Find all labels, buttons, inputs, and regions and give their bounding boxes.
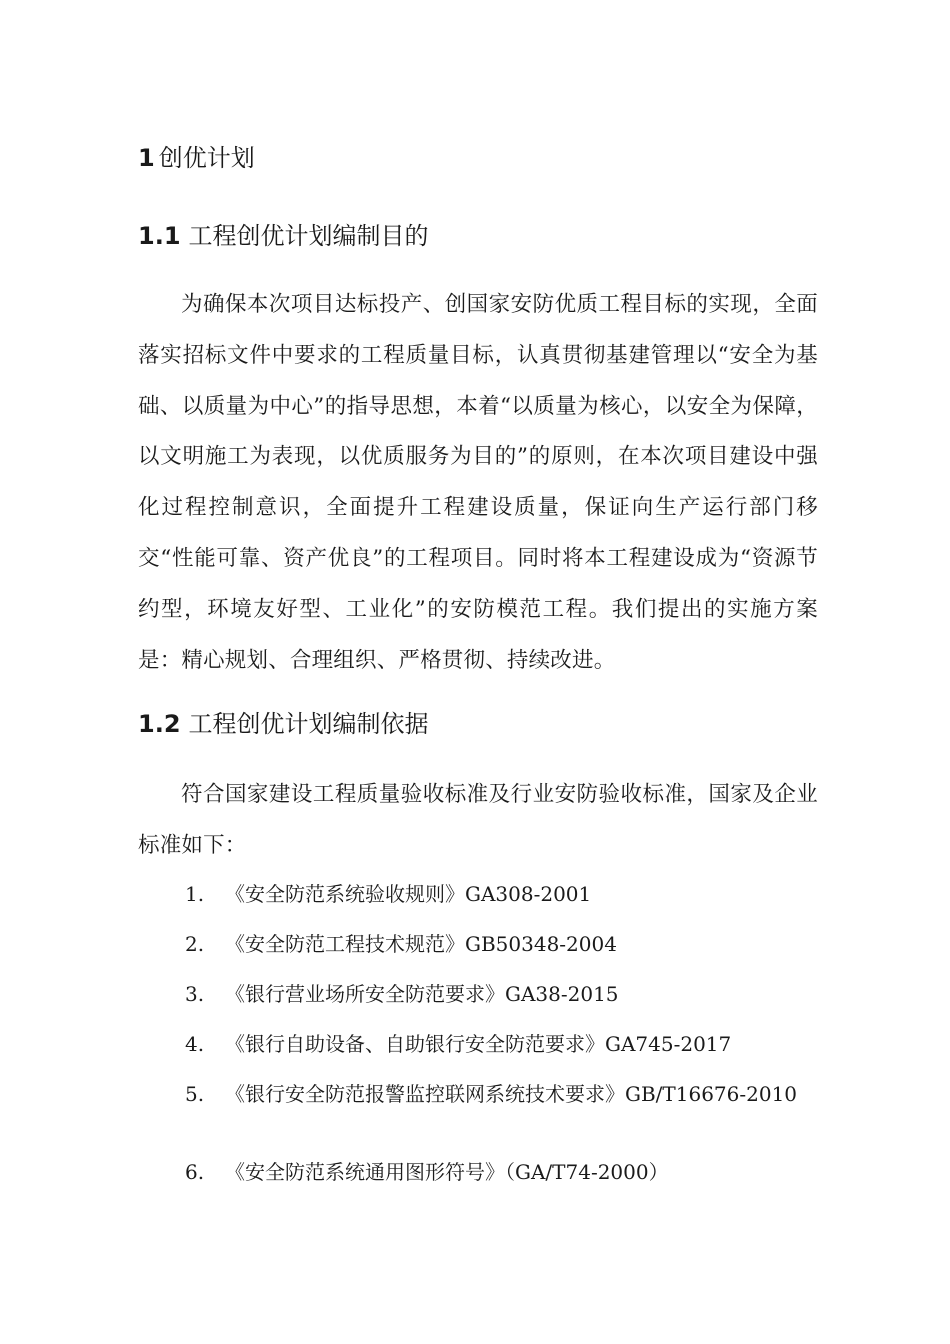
subsection-number-2: 1.2 [138, 710, 181, 738]
standard-text: 《银行营业场所安全防范要求》GA38-2015 [225, 982, 619, 1006]
subsection-title-text-2: 工程创优计划编制依据 [188, 710, 429, 738]
subsection-title-text-1: 工程创优计划编制目的 [188, 222, 429, 250]
standard-text: 《安全防范工程技术规范》GB50348-2004 [225, 932, 617, 956]
standard-number: 5. [185, 1082, 205, 1106]
section-number: 1 [138, 144, 155, 172]
standard-text: 《安全防范系统验收规则》GA308-2001 [225, 882, 592, 906]
standard-text: 《银行安全防范报警监控联网系统技术要求》GB/T16676-2010 [225, 1082, 798, 1106]
standard-item-3 [185, 980, 619, 1008]
subsection-number-1: 1.1 [138, 222, 181, 250]
subsection-title-2 [138, 708, 429, 740]
standard-text: 《银行自助设备、自助银行安全防范要求》GA745-2017 [225, 1032, 732, 1056]
standard-item-6 [185, 1158, 669, 1186]
standard-text: 《安全防范系统通用图形符号》（GA/T74-2000） [225, 1160, 669, 1184]
standard-item-2 [185, 930, 617, 958]
standard-number: 2. [185, 932, 205, 956]
standard-item-4 [185, 1030, 731, 1058]
standard-number: 4. [185, 1032, 205, 1056]
standard-number: 6. [185, 1160, 205, 1184]
standard-item-1 [185, 880, 591, 908]
section-title [138, 142, 255, 174]
section-title-text: 创优计划 [158, 144, 255, 172]
standard-item-5 [185, 1080, 797, 1108]
standard-number: 3. [185, 982, 205, 1006]
purpose-paragraph: 为确保本次项目达标投产、创国家安防优质工程目标的实现，全面落实招标文件中要求的工程质量目标，认真贯彻基建管理以“安全为基础、以质量为中心”的指导思想，本着“以质量为核心，以安全为保障，以文明施工为表现，以优质服务为目的”的原则，在本次项目建设中强化过程控制意识，全面提升工程建设质量，保证向生产运行部门移交“性能可靠、资产优良”的工程项目。同时将本工程建设成为“资源节约型，环境友好型、工业化”的安防模范工程。我们提出的实施方案是：精心规划、合理组织、严格贯彻、持续改进。 [138, 292, 818, 673]
subsection-title-1 [138, 220, 429, 252]
standard-number: 1. [185, 882, 205, 906]
basis-paragraph: 符合国家建设工程质量验收标准及行业安防验收标准，国家及企业标准如下： [138, 782, 818, 858]
